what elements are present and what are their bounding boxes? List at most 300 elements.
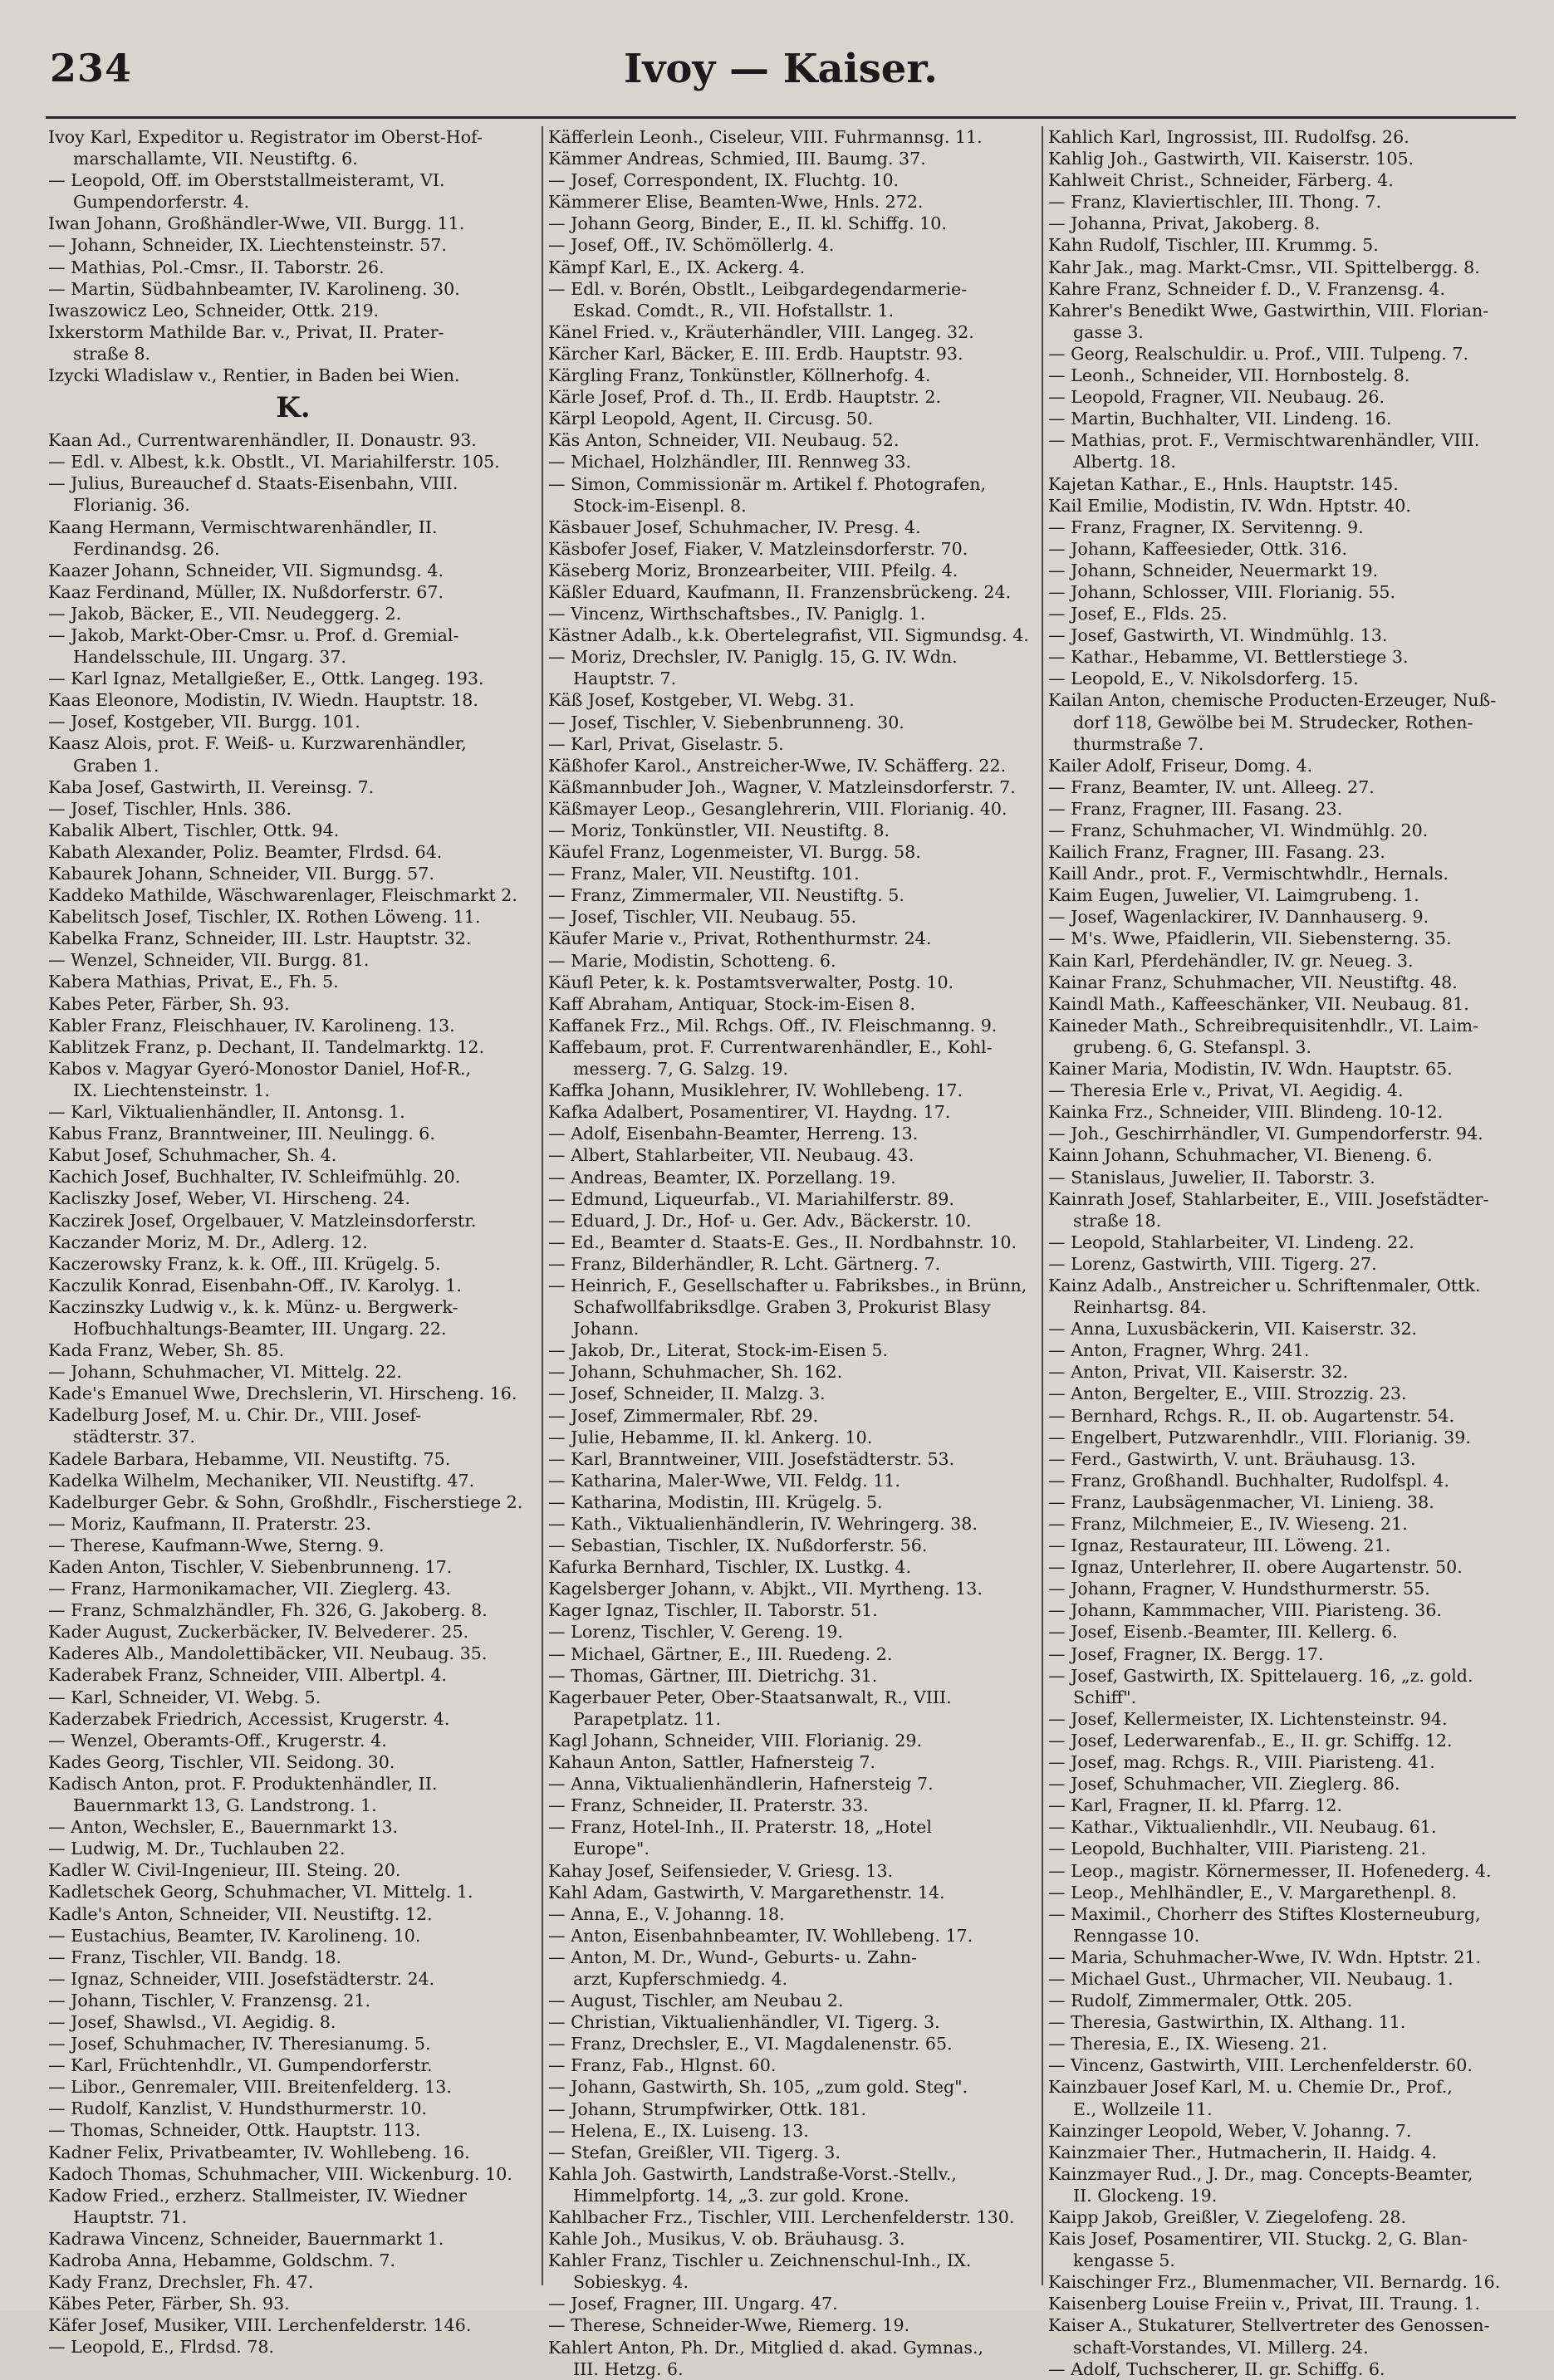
directory-entry: — Stefan, Greißler, VII. Tigerg. 3. xyxy=(548,2142,841,2162)
directory-entry: Kadrawa Vincenz, Schneider, Bauernmarkt 1. xyxy=(48,2228,444,2249)
directory-entry: Kahlbacher Frz., Tischler, VIII. Lerchenfelderstr. 130. xyxy=(548,2207,1015,2227)
directory-entry: — Moriz, Drechsler, IV. Paniglg. 15, G. IV. Wdn. xyxy=(548,647,958,668)
directory-entry: Kaczerowsky Franz, k. k. Off., III. Krügelg. 5. xyxy=(48,1253,441,1274)
directory-entry: — Albert, Stahlarbeiter, VII. Neubaug. 43. xyxy=(548,1145,914,1166)
directory-entry-continuation: marschallamte, VII. Neustiftg. 6. xyxy=(73,149,358,169)
directory-entry: — Mathias, prot. F., Vermischtwarenhändler, VIII. xyxy=(1048,430,1480,451)
page-number: 234 xyxy=(50,46,133,91)
directory-entry: — Franz, Maler, VII. Neustiftg. 101. xyxy=(548,864,860,884)
directory-entry: — Wenzel, Schneider, VII. Burgg. 81. xyxy=(48,950,370,971)
directory-entry: — Katharina, Maler-Wwe, VII. Feldg. 11. xyxy=(548,1470,900,1491)
directory-entry: Kaddeko Mathilde, Wäschwarenlager, Fleischmarkt 2. xyxy=(48,885,517,906)
directory-entry: — Ignaz, Restaurateur, III. Löweng. 21. xyxy=(1048,1535,1391,1556)
directory-entry: — Michael, Holzhändler, III. Rennweg 33. xyxy=(548,452,911,473)
directory-entry: Kabler Franz, Fleischhauer, IV. Karolineng. 13. xyxy=(48,1015,455,1036)
directory-entry: — M's. Wwe, Pfaidlerin, VII. Siebensterng. 35. xyxy=(1048,928,1452,949)
directory-entry: — Franz, Laubsägenmacher, VI. Linieng. 38. xyxy=(1048,1491,1434,1512)
directory-entry: — Jakob, Bäcker, E., VII. Neudeggerg. 2. xyxy=(48,603,402,624)
directory-entry: — Jakob, Markt-Ober-Cmsr. u. Prof. d. Gremial- xyxy=(48,624,459,645)
directory-entry: Kaipp Jakob, Greißler, V. Ziegelofeng. 28. xyxy=(1048,2207,1407,2227)
directory-entry: Kaderzabek Friedrich, Accessist, Krugerstr. 4. xyxy=(48,1708,450,1729)
directory-entry: — Leopold, Buchhalter, VIII. Piaristeng. 21. xyxy=(1048,1839,1427,1859)
directory-entry: — Johann, Tischler, V. Franzensg. 21. xyxy=(48,1990,371,2010)
section-letter-heading: K. xyxy=(276,391,311,425)
directory-entry: Izycki Wladislaw v., Rentier, in Baden bei Wien. xyxy=(48,365,460,386)
directory-entry: Kaden Anton, Tischler, V. Siebenbrunneng. 17. xyxy=(48,1557,453,1577)
directory-entry-continuation: grubeng. 6, G. Stefanspl. 3. xyxy=(1073,1036,1312,1057)
directory-entry: — Lorenz, Gastwirth, VIII. Tigerg. 27. xyxy=(1048,1253,1377,1274)
directory-entry: Kadisch Anton, prot. F. Produktenhändler, II. xyxy=(48,1773,438,1794)
directory-entry: Kaderes Alb., Mandolettibäcker, VII. Neubaug. 35. xyxy=(48,1643,488,1664)
directory-entry: Käufer Marie v., Privat, Rothenthurmstr. 24. xyxy=(548,928,932,949)
directory-entry: — Maximil., Chorherr des Stiftes Klosterneuburg, xyxy=(1048,1903,1481,1924)
directory-entry: — Leop., magistr. Körnermesser, II. Hofenederg. 4. xyxy=(1048,1860,1492,1881)
directory-entry: — Anton, Eisenbahnbeamter, IV. Wohllebeng. 17. xyxy=(548,1925,973,1946)
directory-entry: — Karl, Schneider, VI. Webg. 5. xyxy=(48,1687,321,1707)
directory-entry: Käßler Eduard, Kaufmann, II. Franzensbrückeng. 24. xyxy=(548,581,1012,602)
directory-entry: — Simon, Commissionär m. Artikel f. Photografen, xyxy=(548,473,987,494)
directory-entry: — Kathar., Viktualienhdlr., VII. Neubaug. 61. xyxy=(1048,1817,1437,1838)
directory-entry: Kagl Johann, Schneider, VIII. Florianig. 29. xyxy=(548,1730,923,1751)
directory-entry: Kämmer Andreas, Schmied, III. Baumg. 37. xyxy=(548,149,926,169)
directory-entry: — Leopold, Fragner, VII. Neubaug. 26. xyxy=(1048,387,1385,408)
directory-entry: — Eustachius, Beamter, IV. Karolineng. 10. xyxy=(48,1925,421,1946)
directory-entry: — Franz, Drechsler, E., VI. Magdalenenstr. 65. xyxy=(548,2034,953,2054)
directory-entry: — August, Tischler, am Neubau 2. xyxy=(548,1991,844,2011)
directory-entry: Kady Franz, Drechsler, Fh. 47. xyxy=(48,2272,314,2293)
directory-entry: Käs Anton, Schneider, VII. Neubaug. 52. xyxy=(548,430,900,451)
directory-entry: — Josef, Eisenb.-Beamter, III. Kellerg. 6. xyxy=(1048,1622,1398,1643)
directory-entry: Kahlich Karl, Ingrossist, III. Rudolfsg. 26. xyxy=(1048,127,1409,147)
directory-entry: Kade's Emanuel Wwe, Drechslerin, VI. Hirscheng. 16. xyxy=(48,1383,517,1404)
directory-entry: — Thomas, Gärtner, III. Dietrichg. 31. xyxy=(548,1665,878,1686)
directory-entry: Käufl Peter, k. k. Postamtsverwalter, Postg. 10. xyxy=(548,972,954,992)
directory-entry: — Ferd., Gastwirth, V. unt. Bräuhausg. 13. xyxy=(1048,1448,1416,1469)
directory-entry: Kainzinger Leopold, Weber, V. Johanng. 7. xyxy=(1048,2120,1412,2141)
directory-entry: Kail Emilie, Modistin, IV. Wdn. Hptstr. 40. xyxy=(1048,495,1411,516)
directory-entry: — Franz, Fragner, IX. Servitenng. 9. xyxy=(1048,517,1364,537)
directory-entry: Kaasz Alois, prot. F. Weiß- u. Kurzwarenhändler, xyxy=(48,733,467,754)
directory-entry: Käsbauer Josef, Schuhmacher, IV. Presg. 4. xyxy=(548,517,921,537)
directory-entry: — Bernhard, Rchgs. R., II. ob. Augartenstr. 54. xyxy=(1048,1405,1454,1426)
directory-entry: — Kathar., Hebamme, VI. Bettlerstiege 3. xyxy=(1048,647,1409,668)
directory-entry: Kabos v. Magyar Gyeró-Monostor Daniel, Hof-R., xyxy=(48,1058,472,1079)
directory-entry: Kahrer's Benedikt Wwe, Gastwirthin, VIII. Florian- xyxy=(1048,300,1489,321)
directory-entry: — Edl. v. Borén, Obstlt., Leibgardegendarmerie- xyxy=(548,278,968,299)
directory-entry: Kaffka Johann, Musiklehrer, IV. Wohllebeng. 17. xyxy=(548,1080,963,1101)
directory-entry: — Johann, Gastwirth, Sh. 105, „zum gold. Steg". xyxy=(548,2077,968,2098)
directory-entry: — Sebastian, Tischler, IX. Nußdorferstr. 56. xyxy=(548,1535,928,1556)
directory-entry: Kadele Barbara, Hebamme, VII. Neustiftg. 75. xyxy=(48,1448,451,1469)
directory-entry-continuation: gasse 3. xyxy=(1073,321,1144,342)
directory-entry-continuation: IX. Liechtensteinstr. 1. xyxy=(73,1080,270,1100)
directory-entry: — Josef, mag. Rchgs. R., VIII. Piaristeng. 41. xyxy=(1048,1752,1435,1773)
directory-entry: Käufel Franz, Logenmeister, VI. Burgg. 58. xyxy=(548,842,921,863)
directory-entry: — Therese, Schneider-Wwe, Riemerg. 19. xyxy=(548,2315,910,2336)
directory-entry: — Josef, Wagenlackirer, IV. Dannhauserg. 9. xyxy=(1048,907,1429,928)
directory-entry: — Josef, Off., IV. Schömöllerlg. 4. xyxy=(548,235,835,256)
column-divider xyxy=(1042,126,1043,2285)
directory-entry: — Anton, Fragner, Whrg. 241. xyxy=(1048,1340,1310,1361)
directory-entry-continuation: Johann. xyxy=(573,1319,640,1339)
directory-entry: — Franz, Schmalzhändler, Fh. 326, G. Jakoberg. 8. xyxy=(48,1600,488,1621)
directory-entry: Kainn Johann, Schuhmacher, VI. Bieneng. 6. xyxy=(1048,1145,1433,1166)
directory-entry-continuation: dorf 118, Gewölbe bei M. Strudecker, Rothen- xyxy=(1073,712,1473,732)
directory-entry: Kabut Josef, Schuhmacher, Sh. 4. xyxy=(48,1145,337,1166)
directory-entry: Kaderabek Franz, Schneider, VIII. Albertpl. 4. xyxy=(48,1665,447,1686)
directory-entry: Kärcher Karl, Bäcker, E. III. Erdb. Hauptstr. 93. xyxy=(548,343,963,364)
directory-entry-continuation: schaft-Vorstandes, VI. Millerg. 24. xyxy=(1073,2337,1369,2358)
directory-entry: Kager Ignaz, Tischler, II. Taborstr. 51. xyxy=(548,1600,878,1621)
directory-entry: — Edl. v. Albest, k.k. Obstlt., VI. Mariahilferstr. 105. xyxy=(48,452,500,473)
directory-entry: — Marie, Modistin, Schotteng. 6. xyxy=(548,950,836,971)
directory-entry: — Anna, Luxusbäckerin, VII. Kaiserstr. 32. xyxy=(1048,1319,1418,1339)
directory-entry: — Josef, E., Flds. 25. xyxy=(1048,604,1228,624)
directory-entry: — Rudolf, Kanzlist, V. Hundsthurmerstr. 10. xyxy=(48,2098,428,2119)
directory-entry: — Franz, Beamter, IV. unt. Alleeg. 27. xyxy=(1048,776,1375,797)
directory-entry: — Ignaz, Unterlehrer, II. obere Augartenstr. 50. xyxy=(1048,1557,1463,1578)
directory-entry: Kades Georg, Tischler, VII. Seidong. 30. xyxy=(48,1751,395,1772)
directory-entry: — Karl, Fragner, II. kl. Pfarrg. 12. xyxy=(1048,1795,1343,1816)
directory-entry: — Edmund, Liqueurfab., VI. Mariahilferstr. 89. xyxy=(548,1188,954,1209)
directory-entry-continuation: Stock-im-Eisenpl. 8. xyxy=(573,495,747,516)
directory-entry-continuation: Schafwollfabriksdlge. Graben 3, Prokurist Blasy xyxy=(573,1297,991,1318)
directory-entry: — Vincenz, Gastwirth, VIII. Lerchenfelderstr. 60. xyxy=(1048,2055,1473,2076)
directory-entry: Kabelitsch Josef, Tischler, IX. Rothen Löweng. 11. xyxy=(48,907,481,928)
directory-entry: Kadroba Anna, Hebamme, Goldschm. 7. xyxy=(48,2250,396,2270)
directory-entry: Kadle's Anton, Schneider, VII. Neustiftg. 12. xyxy=(48,1903,433,1924)
directory-entry: Kaba Josef, Gastwirth, II. Vereinsg. 7. xyxy=(48,776,375,797)
directory-entry: Kabelka Franz, Schneider, III. Lstr. Hauptstr. 32. xyxy=(48,928,472,949)
directory-entry: — Franz, Bilderhändler, R. Lcht. Gärtnerg. 7. xyxy=(548,1253,941,1274)
directory-entry: Kabalik Albert, Tischler, Ottk. 94. xyxy=(48,820,340,840)
directory-entry: — Karl, Branntweiner, VIII. Josefstädterstr. 53. xyxy=(548,1448,955,1469)
directory-entry-continuation: straße 18. xyxy=(1073,1210,1162,1231)
directory-entry: — Jakob, Dr., Literat, Stock-im-Eisen 5. xyxy=(548,1340,889,1361)
directory-entry: — Ed., Beamter d. Staats-E. Ges., II. Nordbahnstr. 10. xyxy=(548,1232,1017,1252)
directory-entry: — Rudolf, Zimmermaler, Ottk. 205. xyxy=(1048,1991,1353,2011)
directory-entry: Kärgling Franz, Tonkünstler, Köllnerhofg. 4. xyxy=(548,365,931,386)
directory-entry-continuation: Schiff". xyxy=(1073,1687,1137,1707)
directory-entry: Ivoy Karl, Expeditor u. Registrator im Oberst-Hof- xyxy=(48,127,483,147)
column-middle xyxy=(548,126,1038,2379)
directory-entry: Kaiser A., Stukaturer, Stellvertreter des Genossen- xyxy=(1048,2315,1490,2336)
directory-entry-continuation: Hofbuchhaltungs-Beamter, III. Ungarg. 22. xyxy=(73,1318,447,1339)
directory-entry: — Moriz, Kaufmann, II. Praterstr. 23. xyxy=(48,1513,371,1534)
directory-entry: — Johann, Schuhmacher, Sh. 162. xyxy=(548,1362,843,1383)
directory-entry: — Anton, Bergelter, E., VIII. Strozzig. 23. xyxy=(1048,1383,1407,1404)
directory-entry: — Julie, Hebamme, II. kl. Ankerg. 10. xyxy=(548,1427,873,1447)
directory-entry-continuation: städterstr. 37. xyxy=(73,1427,195,1447)
directory-entry: Kaisenberg Louise Freiin v., Privat, III. Traung. 1. xyxy=(1048,2294,1480,2314)
directory-entry: Iwan Johann, Großhändler-Wwe, VII. Burgg. 11. xyxy=(48,213,465,234)
directory-entry: Kainzmayer Rud., J. Dr., mag. Concepts-Beamter, xyxy=(1048,2163,1473,2184)
directory-entry: Kabath Alexander, Poliz. Beamter, Flrdsd. 64. xyxy=(48,841,443,862)
directory-entry: — Josef, Fragner, IX. Bergg. 17. xyxy=(1048,1643,1324,1664)
directory-entry: Käßmayer Leop., Gesanglehrerin, VIII. Florianig. 40. xyxy=(548,798,1007,819)
directory-entry-continuation: thurmstraße 7. xyxy=(1073,733,1204,754)
directory-entry: — Stanislaus, Juwelier, II. Taborstr. 3. xyxy=(1048,1167,1375,1188)
directory-entry: — Franz, Milchmeier, E., IV. Wieseng. 21. xyxy=(1048,1514,1408,1534)
directory-entry: — Anna, Viktualienhändlerin, Hafnersteig 7. xyxy=(548,1774,934,1795)
directory-entry-continuation: Handelsschule, III. Ungarg. 37. xyxy=(73,647,346,668)
directory-entry: — Leop., Mehlhändler, E., V. Margarethenpl. 8. xyxy=(1048,1882,1458,1903)
directory-entry: — Julius, Bureauchef d. Staats-Eisenbahn, VIII. xyxy=(48,473,458,494)
column-left xyxy=(48,126,538,2358)
directory-entry: Kadletschek Georg, Schuhmacher, VI. Mittelg. 1. xyxy=(48,1882,473,1903)
column-divider xyxy=(542,126,543,2285)
header-rule xyxy=(46,116,1516,119)
directory-entry: — Ludwig, M. Dr., Tuchlauben 22. xyxy=(48,1839,346,1859)
directory-entry: Kaineder Math., Schreibrequisitenhdlr., VI. Laim- xyxy=(1048,1015,1479,1036)
directory-entry: Kainka Frz., Schneider, VIII. Blindeng. 10-12. xyxy=(1048,1102,1444,1123)
directory-entry: — Franz, Großhandl. Buchhalter, Rudolfspl. 4. xyxy=(1048,1470,1449,1491)
directory-entry-continuation: Reinhartsg. 84. xyxy=(1073,1297,1207,1318)
directory-entry: Käfferlein Leonh., Ciseleur, VIII. Fuhrmannsg. 11. xyxy=(548,127,983,147)
directory-entry: — Johann, Kaffeesieder, Ottk. 316. xyxy=(1048,538,1347,559)
directory-entry: Käß Josef, Kostgeber, VI. Webg. 31. xyxy=(548,690,855,711)
directory-entry: — Adolf, Eisenbahn-Beamter, Herreng. 13. xyxy=(548,1124,919,1144)
directory-entry: — Franz, Harmonikamacher, VII. Zieglerg. 43. xyxy=(48,1579,451,1599)
directory-entry: — Josef, Shawlsd., VI. Aegidig. 8. xyxy=(48,2011,336,2032)
directory-entry: Kajetan Kathar., E., Hnls. Hauptstr. 145. xyxy=(1048,473,1399,494)
directory-entry: Kahlig Joh., Gastwirth, VII. Kaiserstr. 105. xyxy=(1048,149,1414,169)
directory-entry-continuation: straße 8. xyxy=(73,343,151,364)
directory-entry: Kada Franz, Weber, Sh. 85. xyxy=(48,1340,285,1361)
directory-entry: — Franz, Schneider, II. Praterstr. 33. xyxy=(548,1795,869,1816)
directory-entry: — Josef, Schuhmacher, VII. Zieglerg. 86. xyxy=(1048,1774,1400,1795)
directory-entry: — Leopold, Stahlarbeiter, VI. Lindeng. 22. xyxy=(1048,1232,1414,1252)
directory-entry: — Josef, Tischler, V. Siebenbrunneng. 30. xyxy=(548,712,904,732)
directory-entry-continuation: Bauernmarkt 13, G. Landstrong. 1. xyxy=(73,1795,377,1816)
directory-entry: — Adolf, Tuchscherer, II. gr. Schiffg. 6. xyxy=(1048,2358,1385,2379)
directory-entry: — Michael, Gärtner, E., III. Ruedeng. 2. xyxy=(548,1643,893,1664)
directory-entry: — Johanna, Privat, Jakoberg. 8. xyxy=(1048,213,1321,234)
directory-entry-continuation: Gumpendorferstr. 4. xyxy=(73,192,250,213)
directory-entry: — Maria, Schuhmacher-Wwe, IV. Wdn. Hptstr. 21. xyxy=(1048,1947,1482,1967)
directory-entry-continuation: arzt, Kupferschmiedg. 4. xyxy=(573,1968,788,1989)
directory-entry: Iwaszowicz Leo, Schneider, Ottk. 219. xyxy=(48,300,380,321)
directory-entry: — Joh., Geschirrhändler, VI. Gumpendorferstr. 94. xyxy=(1048,1124,1483,1144)
directory-entry: Kadelburg Josef, M. u. Chir. Dr., VIII. Josef- xyxy=(48,1405,422,1426)
page-header xyxy=(50,46,1512,104)
directory-entry: Kahl Adam, Gastwirth, V. Margarethenstr. 14. xyxy=(548,1882,945,1903)
directory-entry: — Wenzel, Oberamts-Off., Krugerstr. 4. xyxy=(48,1730,387,1751)
directory-entry: — Katharina, Modistin, III. Krügelg. 5. xyxy=(548,1491,883,1512)
directory-entry: Kahler Franz, Tischler u. Zeichnenschul-Inh., IX. xyxy=(548,2250,972,2271)
directory-entry-continuation: Hauptstr. 71. xyxy=(73,2206,188,2227)
directory-entry: — Josef, Correspondent, IX. Fluchtg. 10. xyxy=(548,170,900,191)
directory-entry: Kämmerer Elise, Beamten-Wwe, Hnls. 272. xyxy=(548,192,924,213)
directory-entry-continuation: Europe". xyxy=(573,1839,650,1859)
column-right xyxy=(1048,126,1538,2379)
directory-entry: — Josef, Gastwirth, VI. Windmühlg. 13. xyxy=(1048,625,1388,646)
directory-entry: Käfer Josef, Musiker, VIII. Lerchenfelderstr. 146. xyxy=(48,2315,472,2336)
directory-entry: Kahle Joh., Musikus, V. ob. Bräuhausg. 3. xyxy=(548,2229,905,2250)
directory-entry: Kaczulik Konrad, Eisenbahn-Off., IV. Karolyg. 1. xyxy=(48,1275,462,1295)
directory-entry: Kagerbauer Peter, Ober-Staatsanwalt, R., VIII. xyxy=(548,1687,952,1707)
directory-entry: Kain Karl, Pferdehändler, IV. gr. Neueg. 3. xyxy=(1048,950,1414,971)
directory-entry: — Thomas, Schneider, Ottk. Hauptstr. 113. xyxy=(48,2120,421,2141)
directory-entry: Kästner Adalb., k.k. Obertelegrafist, VII. Sigmundsg. 4. xyxy=(548,625,1029,646)
directory-entry: Kaan Ad., Currentwarenhändler, II. Donaustr. 93. xyxy=(48,430,477,451)
directory-entry: — Josef, Fragner, III. Ungarg. 47. xyxy=(548,2294,838,2314)
directory-entry-continuation: Albertg. 18. xyxy=(1073,452,1176,473)
directory-entry: — Johann, Schneider, IX. Liechtensteinstr. 57. xyxy=(48,235,447,256)
directory-entry: Kafurka Bernhard, Tischler, IX. Lustkg. 4. xyxy=(548,1557,911,1578)
directory-entry: Kaang Hermann, Vermischtwarenhändler, II. xyxy=(48,517,438,537)
directory-entry: Kaczander Moriz, M. Dr., Adlerg. 12. xyxy=(48,1232,368,1252)
directory-entry: — Michael Gust., Uhrmacher, VII. Neubaug. 1. xyxy=(1048,1968,1454,1989)
directory-entry: — Johann, Strumpfwirker, Ottk. 181. xyxy=(548,2098,867,2119)
directory-entry: Kagelsberger Johann, v. Abjkt., VII. Myrtheng. 13. xyxy=(548,1579,983,1599)
directory-entry: Kaill Andr., prot. F., Vermischtwhdlr., Hernals. xyxy=(1048,864,1449,884)
directory-entry: Kafka Adalbert, Posamentirer, VI. Haydng. 17. xyxy=(548,1102,951,1123)
directory-entry: Käseberg Moriz, Bronzearbeiter, VIII. Pfeilg. 4. xyxy=(548,560,958,580)
directory-entry-continuation: Sobieskyg. 4. xyxy=(573,2272,689,2293)
directory-entry: — Josef, Zimmermaler, Rbf. 29. xyxy=(548,1405,819,1426)
directory-entry: Käßhofer Karol., Anstreicher-Wwe, IV. Schäfferg. 22. xyxy=(548,755,1007,776)
directory-entry: — Leonh., Schneider, VII. Hornbostelg. 8. xyxy=(1048,365,1410,386)
directory-entry: — Franz, Schuhmacher, VI. Windmühlg. 20. xyxy=(1048,820,1429,840)
directory-entry: — Mathias, Pol.-Cmsr., II. Taborstr. 26. xyxy=(48,257,385,277)
directory-entry: Kadelka Wilhelm, Mechaniker, VII. Neustiftg. 47. xyxy=(48,1470,475,1491)
directory-entry: — Anton, M. Dr., Wund-, Geburts- u. Zahn- xyxy=(548,1947,918,1967)
directory-entry: Kahla Joh. Gastwirth, Landstraße-Vorst.-Stellv., xyxy=(548,2163,957,2184)
directory-entry: Kärpl Leopold, Agent, II. Circusg. 50. xyxy=(548,409,874,429)
directory-entry: Kainzmaier Ther., Hutmacherin, II. Haidg. 4. xyxy=(1048,2142,1438,2162)
directory-entry: — Martin, Buchhalter, VII. Lindeng. 16. xyxy=(1048,409,1392,429)
directory-entry: Käßmannbuder Joh., Wagner, V. Matzleinsdorferstr. 7. xyxy=(548,776,1016,797)
directory-entry: — Anton, Privat, VII. Kaiserstr. 32. xyxy=(1048,1362,1349,1383)
directory-entry: — Engelbert, Putzwarenhdlr., VIII. Florianig. 39. xyxy=(1048,1427,1471,1447)
directory-entry: Käbes Peter, Färber, Sh. 93. xyxy=(48,2294,290,2314)
directory-entry: Kailich Franz, Fragner, III. Fasang. 23. xyxy=(1048,842,1385,863)
directory-entry: Kadler W. Civil-Ingenieur, III. Steing. 20. xyxy=(48,1860,401,1881)
directory-entry: — Therese, Kaufmann-Wwe, Sterng. 9. xyxy=(48,1535,385,1555)
directory-entry: — Franz, Klaviertischler, III. Thong. 7. xyxy=(1048,192,1382,213)
directory-entry: Kainzbauer Josef Karl, M. u. Chemie Dr., Prof., xyxy=(1048,2077,1453,2098)
directory-entry: Kahr Jak., mag. Markt-Cmsr., VII. Spittelbergg. 8. xyxy=(1048,257,1480,277)
directory-entry: — Johann Georg, Binder, E., II. kl. Schiffg. 10. xyxy=(548,213,947,234)
directory-entry-continuation: III. Hetzg. 6. xyxy=(573,2358,684,2379)
directory-entry: — Anton, Wechsler, E., Bauernmarkt 13. xyxy=(48,1817,399,1838)
directory-entry: Kainar Franz, Schuhmacher, VII. Neustiftg. 48. xyxy=(1048,972,1458,992)
directory-entry: — Helena, E., IX. Luiseng. 13. xyxy=(548,2120,809,2141)
directory-entry: Kaff Abraham, Antiquar, Stock-im-Eisen 8. xyxy=(548,993,915,1014)
directory-entry: Kaim Eugen, Juwelier, VI. Laimgrubeng. 1. xyxy=(1048,885,1419,906)
directory-entry-continuation: Eskad. Comdt., R., VII. Hofstallstr. 1. xyxy=(573,300,895,321)
directory-entry: Kabes Peter, Färber, Sh. 93. xyxy=(48,993,290,1014)
directory-entry: Kablitzek Franz, p. Dechant, II. Tandelmarktg. 12. xyxy=(48,1036,485,1057)
directory-entry: — Heinrich, F., Gesellschafter u. Fabriksbes., in Brünn, xyxy=(548,1275,1027,1295)
directory-entry: — Vincenz, Wirthschaftsbes., IV. Paniglg. 1. xyxy=(548,604,926,624)
directory-entry: Kainrath Josef, Stahlarbeiter, E., VIII. Josefstädter- xyxy=(1048,1188,1489,1209)
directory-entry: Kaffebaum, prot. F. Currentwarenhändler, E., Kohl- xyxy=(548,1036,993,1057)
directory-entry: Kailan Anton, chemische Producten-Erzeuger, Nuß- xyxy=(1048,690,1497,711)
directory-entry: Kaischinger Frz., Blumenmacher, VII. Bernardg. 16. xyxy=(1048,2272,1501,2293)
directory-entry-continuation: Graben 1. xyxy=(73,755,159,776)
directory-entry: Kahlweit Christ., Schneider, Färberg. 4. xyxy=(1048,170,1394,191)
directory-entry: Kahay Josef, Seifensieder, V. Griesg. 13. xyxy=(548,1860,894,1881)
directory-entry-continuation: Parapetplatz. 11. xyxy=(573,1708,721,1729)
directory-entry: — Karl, Früchtenhdlr., VI. Gumpendorferstr. xyxy=(48,2055,433,2076)
directory-entry: — Leopold, E., Flrdsd. 78. xyxy=(48,2337,275,2358)
directory-entry: — Josef, Kostgeber, VII. Burgg. 101. xyxy=(48,712,360,732)
directory-entry: — Theresia Erle v., Privat, VI. Aegidig. 4. xyxy=(1048,1080,1404,1101)
directory-entry: — Johann, Schlosser, VIII. Florianig. 55. xyxy=(1048,581,1396,602)
directory-entry: Kahn Rudolf, Tischler, III. Krummg. 5. xyxy=(1048,235,1379,256)
directory-entry: Kailer Adolf, Friseur, Domg. 4. xyxy=(1048,755,1313,776)
directory-entry: — Eduard, J. Dr., Hof- u. Ger. Adv., Bäckerstr. 10. xyxy=(548,1210,972,1231)
directory-entry: — Theresia, Gastwirthin, IX. Althang. 11. xyxy=(1048,2012,1406,2033)
directory-entry-continuation: messerg. 7, G. Salzg. 19. xyxy=(573,1059,789,1080)
directory-entry-continuation: Florianig. 36. xyxy=(73,495,190,516)
directory-entry: — Karl, Viktualienhändler, II. Antonsg. 1. xyxy=(48,1102,405,1123)
directory-entry: — Karl, Privat, Giselastr. 5. xyxy=(548,733,784,754)
directory-entry: — Johann, Schuhmacher, VI. Mittelg. 22. xyxy=(48,1362,402,1383)
directory-entry: Kabaurek Johann, Schneider, VII. Burgg. 57. xyxy=(48,864,434,884)
directory-entry: — Moriz, Tonkünstler, VII. Neustiftg. 8. xyxy=(548,820,890,840)
directory-entry: Kabus Franz, Branntweiner, III. Neulingg. 6. xyxy=(48,1124,435,1144)
directory-entry: — Johann, Fragner, V. Hundsthurmerstr. 55. xyxy=(1048,1579,1430,1599)
directory-entry-continuation: II. Glockeng. 19. xyxy=(1073,2185,1218,2206)
directory-entry: Kaczinszky Ludwig v., k. k. Münz- u. Bergwerk- xyxy=(48,1296,458,1317)
directory-entry: — Christian, Viktualienhändler, VI. Tigerg. 3. xyxy=(548,2012,940,2033)
directory-entry: Kabera Mathias, Privat, E., Fh. 5. xyxy=(48,972,339,992)
directory-entry: Kainz Adalb., Anstreicher u. Schriftenmaler, Ottk. xyxy=(1048,1275,1481,1295)
directory-entry: Känel Fried. v., Kräuterhändler, VIII. Langeg. 32. xyxy=(548,321,974,342)
directory-entry: Kahlert Anton, Ph. Dr., Mitglied d. akad. Gymnas., xyxy=(548,2337,984,2358)
directory-entry-continuation: Hauptstr. 7. xyxy=(573,668,677,689)
directory-entry: Kacliszky Josef, Weber, VI. Hirscheng. 24. xyxy=(48,1188,410,1209)
directory-entry: — Johann, Schneider, Neuermarkt 19. xyxy=(1048,560,1379,580)
directory-entry: — Lorenz, Tischler, V. Gereng. 19. xyxy=(548,1622,843,1643)
directory-entry: Kaffanek Frz., Mil. Rchgs. Off., IV. Fleischmanng. 9. xyxy=(548,1015,998,1036)
directory-entry: — Josef, Schneider, II. Malzg. 3. xyxy=(548,1383,826,1404)
directory-entry: — Josef, Tischler, VII. Neubaug. 55. xyxy=(548,907,857,928)
directory-entry: — Kath., Viktualienhändlerin, IV. Wehringerg. 38. xyxy=(548,1514,978,1534)
directory-entry: — Franz, Tischler, VII. Bandg. 18. xyxy=(48,1947,342,1967)
directory-entry: — Franz, Fragner, III. Fasang. 23. xyxy=(1048,798,1343,819)
directory-entry: Kachich Josef, Buchhalter, IV. Schleifmühlg. 20. xyxy=(48,1167,461,1188)
directory-entry: Kainer Maria, Modistin, IV. Wdn. Hauptstr. 65. xyxy=(1048,1059,1453,1080)
directory-entry: — Josef, Schuhmacher, IV. Theresianumg. 5. xyxy=(48,2034,431,2054)
directory-entry: — Franz, Hotel-Inh., II. Praterstr. 18, „Hotel xyxy=(548,1817,932,1838)
directory-entry: — Andreas, Beamter, IX. Porzellang. 19. xyxy=(548,1167,896,1188)
directory-entry: Kader August, Zuckerbäcker, IV. Belvederег. 25. xyxy=(48,1622,469,1643)
directory-entry: — Josef, Gastwirth, IX. Spittelauerg. 16, „z. gold. xyxy=(1048,1665,1473,1686)
directory-entry: — Martin, Südbahnbeamter, IV. Karolineng. 30. xyxy=(48,278,460,299)
directory-entry-continuation: kengasse 5. xyxy=(1073,2250,1175,2271)
directory-entry: Kaazer Johann, Schneider, VII. Sigmundsg. 4. xyxy=(48,560,444,580)
directory-entry: Kadner Felix, Privatbeamter, IV. Wohllebeng. 16. xyxy=(48,2142,470,2162)
directory-entry: — Josef, Lederwarenfab., E., II. gr. Schiffg. 12. xyxy=(1048,1730,1453,1751)
directory-entry: — Libor., Genremaler, VIII. Breitenfelderg. 13. xyxy=(48,2077,452,2098)
directory-entry-continuation: Himmelpfortg. 14, „3. zur gold. Krone. xyxy=(573,2185,909,2206)
directory-entry: — Ignaz, Schneider, VIII. Josefstädterstr. 24. xyxy=(48,1968,435,1989)
directory-entry: — Leopold, Off. im Oberststallmeisteramt, VI. xyxy=(48,170,445,191)
directory-entry: — Leopold, E., V. Nikolsdorferg. 15. xyxy=(1048,668,1359,689)
directory-entry: — Johann, Kammmacher, VIII. Piaristeng. 36. xyxy=(1048,1600,1442,1621)
directory-entry: Kaindl Math., Kaffeeschänker, VII. Neubaug. 81. xyxy=(1048,993,1469,1014)
directory-entry: Kais Josef, Posamentirer, VII. Stuckg. 2, G. Blan- xyxy=(1048,2229,1468,2250)
directory-entry: Kaaz Ferdinand, Müller, IX. Nußdorferstr. 67. xyxy=(48,581,444,602)
directory-entry: — Anna, E., V. Johanng. 18. xyxy=(548,1903,785,1924)
directory-entry: Kaczirek Josef, Orgelbauer, V. Matzleinsdorferstr. xyxy=(48,1210,477,1231)
directory-entry: Ixkerstorm Mathilde Bar. v., Privat, II. Prater- xyxy=(48,321,444,342)
directory-entry: Kadow Fried., erzherz. Stallmeister, IV. Wiedner xyxy=(48,2185,467,2206)
